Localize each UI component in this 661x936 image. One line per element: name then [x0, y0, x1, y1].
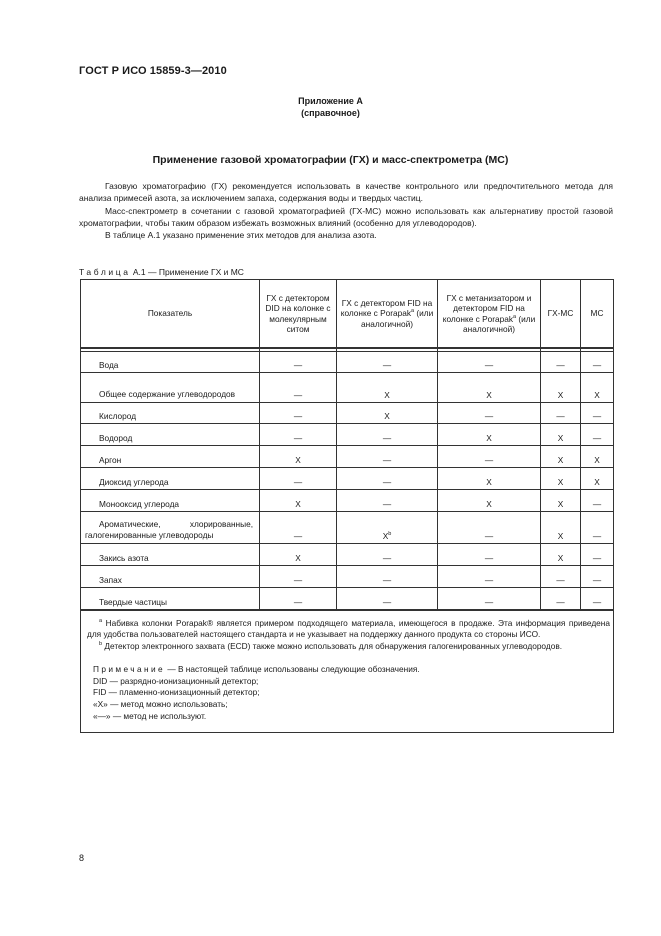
table-header-row [81, 280, 614, 349]
cell: — [260, 352, 337, 373]
cell: — [337, 490, 438, 512]
table-row [81, 446, 614, 468]
cell: — [337, 566, 438, 588]
table-row [81, 490, 614, 512]
cell: — [581, 352, 614, 373]
cell: — [260, 566, 337, 588]
cell: X [337, 373, 438, 403]
cell: — [581, 403, 614, 424]
cell: — [438, 544, 541, 566]
table-notes [81, 610, 614, 733]
cell: X [260, 544, 337, 566]
body-text [79, 180, 613, 241]
cell: X [438, 468, 541, 490]
row-name: Диоксид углерода [81, 468, 260, 490]
cell: X [581, 373, 614, 403]
table-row [81, 544, 614, 566]
cell: — [260, 424, 337, 446]
table-row [81, 468, 614, 490]
cell: — [438, 512, 541, 544]
cell: X [541, 468, 581, 490]
cell: — [438, 446, 541, 468]
annex-title: Приложение А [298, 96, 363, 106]
row-name: Твердые частицы [81, 588, 260, 610]
cell: — [438, 352, 541, 373]
cell: — [541, 588, 581, 610]
cell: — [337, 588, 438, 610]
cell: X [438, 424, 541, 446]
paragraph: В таблице А.1 указано применение этих методов для анализа азота. [105, 230, 377, 241]
cell: — [260, 373, 337, 403]
cell: — [581, 512, 614, 544]
header-indicator: Показатель [81, 280, 260, 349]
cell: — [541, 403, 581, 424]
cell: — [541, 566, 581, 588]
cell: — [581, 490, 614, 512]
cell: X [260, 490, 337, 512]
cell: X [337, 403, 438, 424]
row-name: Ароматические, хлорированные, галогенированные углеводороды [81, 512, 260, 544]
cell: X [541, 446, 581, 468]
paragraph: Газовую хроматографию (ГХ) рекомендуется использовать в качестве контрольного или предпочтительного метода для анализа примесей азота, за исключением запаха, содержания воды и твердых частиц. [79, 181, 613, 204]
note-line: «—» — метод не используют. [93, 710, 207, 721]
note-line: DID — разрядно-ионизационный детектор; [93, 675, 259, 686]
cell: — [260, 468, 337, 490]
cell: — [337, 544, 438, 566]
row-name: Запах [81, 566, 260, 588]
note-line: FID — пламенно-ионизационный детектор; [93, 687, 260, 698]
header-gc-did: ГХ с детектором DID на колонке с молекулярным ситом [260, 280, 337, 349]
cell: — [337, 446, 438, 468]
cell: X [581, 468, 614, 490]
page-number: 8 [79, 853, 85, 863]
row-name: Аргон [81, 446, 260, 468]
cell: X [438, 373, 541, 403]
cell: X [541, 512, 581, 544]
cell: — [260, 403, 337, 424]
row-name: Водород [81, 424, 260, 446]
cell: — [337, 424, 438, 446]
table-row [81, 373, 614, 403]
row-name: Кислород [81, 403, 260, 424]
methods-table [80, 279, 614, 733]
table-note: Примечание — В настоящей таблице использованы следующие обозначения. [93, 664, 420, 675]
table-notes-row [81, 610, 614, 733]
header-gc-fid: ГХ с детектором FID на колонке с Porapak$^a$ (или аналогичной) [337, 280, 438, 349]
table-caption-text: А.1 — Применение ГХ и МС [130, 267, 244, 277]
table-row [81, 566, 614, 588]
cell: X [260, 446, 337, 468]
cell: X [581, 446, 614, 468]
cell: — [581, 566, 614, 588]
cell: — [438, 403, 541, 424]
cell: — [438, 588, 541, 610]
cell: X [541, 424, 581, 446]
header-ms: МС [581, 280, 614, 349]
row-name: Закись азота [81, 544, 260, 566]
table-row [81, 352, 614, 373]
row-name: Вода [81, 352, 260, 373]
cell: — [581, 588, 614, 610]
cell: — [337, 352, 438, 373]
table-row [81, 512, 614, 544]
row-name: Монооксид углерода [81, 490, 260, 512]
footnote-a: $^a$ Набивка колонки Porapak® является примером подходящего материала, имеющегося в продаже. Эта информация приведена для удобства пользователей настоящего стандарта и не указывает на поддержку данного продукта со стороны ИСО. [87, 617, 610, 640]
table-row [81, 424, 614, 446]
table-row [81, 588, 614, 610]
row-name: Общее содержание углеводородов [81, 373, 260, 403]
cell: — [581, 424, 614, 446]
annex-subtitle: (справочное) [301, 108, 360, 118]
section-heading: Применение газовой хроматографии (ГХ) и масс-спектрометра (МС) [152, 154, 509, 166]
cell: — [581, 544, 614, 566]
note-line: «X» — метод можно использовать; [93, 699, 228, 710]
cell: — [438, 566, 541, 588]
cell: — [541, 352, 581, 373]
table-row [81, 403, 614, 424]
cell: — [337, 468, 438, 490]
cell: X [541, 373, 581, 403]
table-caption-label: Таблица [79, 267, 131, 277]
paragraph: Масс-спектрометр в сочетании с газовой хроматографией (ГХ-МС) можно использовать как альтернативу простой газовой хроматографии, чтобы таким образом избежать возможных влияний (особенно для углеводородов). [79, 205, 613, 228]
header-gc-methanizer-fid: ГХ с метанизатором и детектором FID на колонке с Porapak$^a$ (или аналогичной) [438, 280, 541, 349]
cell: — [260, 588, 337, 610]
cell: X [541, 544, 581, 566]
cell: — [260, 512, 337, 544]
cell: X [541, 490, 581, 512]
footnote-b: $^b$ Детектор электронного захвата (ECD) также можно использовать для обнаружения галогенированных углеводородов. [99, 640, 563, 651]
header-gc-ms: ГХ-МС [541, 280, 581, 349]
cell: X [438, 490, 541, 512]
table-caption [79, 267, 244, 277]
cell: $X^b$ [337, 512, 438, 544]
standard-code: ГОСТ Р ИСО 15859-3—2010 [79, 65, 227, 77]
